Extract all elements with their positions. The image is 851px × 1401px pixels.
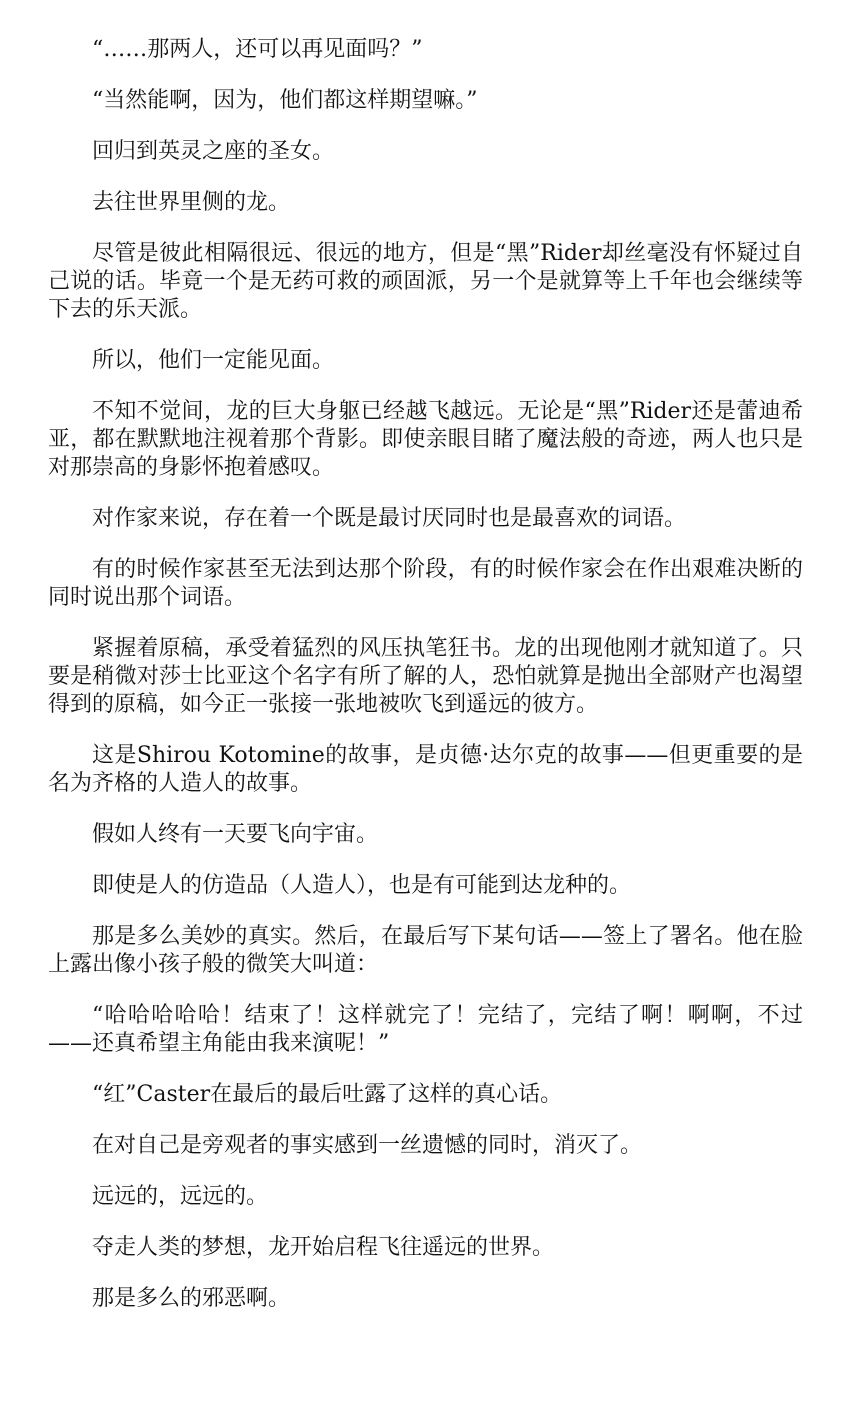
paragraph-dialogue-1: “……那两人，还可以再见面吗？” xyxy=(92,37,423,62)
paragraph-14: 那是多么美妙的真实。然后，在最后写下某句话——签上了署名。他在脸上露出像小孩子般的微笑大叫道： xyxy=(48,924,803,977)
paragraph-20: 那是多么的邪恶啊。 xyxy=(92,1286,291,1311)
paragraph-12: 假如人终有一天要飞向宇宙。 xyxy=(92,822,379,847)
paragraph-17: 在对自己是旁观者的事实感到一丝遗憾的同时，消灭了。 xyxy=(92,1133,643,1158)
paragraph-dialogue-15: “哈哈哈哈哈！结束了！这样就完了！完结了，完结了啊！啊啊，不过——还真希望主角能由我来演呢！” xyxy=(48,1003,803,1056)
paragraph-9: 有的时候作家甚至无法到达那个阶段，有的时候作家会在作出艰难决断的同时说出那个词语。 xyxy=(48,557,803,610)
paragraph-4: 去往世界里侧的龙。 xyxy=(92,190,291,215)
paragraph-6: 所以，他们一定能见面。 xyxy=(92,348,335,373)
paragraph-5: 尽管是彼此相隔很远、很远的地方，但是“黑”Rider却丝毫没有怀疑过自己说的话。毕竟一个是无药可救的顽固派，另一个是就算等上千年也会继续等下去的乐天派。 xyxy=(48,241,803,322)
paragraph-11: 这是Shirou Kotomine的故事，是贞德·达尔克的故事——但更重要的是名为齐格的人造人的故事。 xyxy=(48,743,803,796)
paragraph-18: 远远的，远远的。 xyxy=(92,1184,269,1209)
paragraph-8: 对作家来说，存在着一个既是最讨厌同时也是最喜欢的词语。 xyxy=(92,506,687,531)
paragraph-10: 紧握着原稿，承受着猛烈的风压执笔狂书。龙的出现他刚才就知道了。只要是稍微对莎士比亚这个名字有所了解的人，恐怕就算是抛出全部财产也渴望得到的原稿，如今正一张接一张地被吹飞到遥远的彼方。 xyxy=(48,636,803,717)
paragraph-3: 回归到英灵之座的圣女。 xyxy=(92,139,335,164)
paragraph-19: 夺走人类的梦想，龙开始启程飞往遥远的世界。 xyxy=(92,1235,555,1260)
paragraph-13: 即使是人的仿造品（人造人），也是有可能到达龙种的。 xyxy=(92,873,632,898)
paragraph-16: “红”Caster在最后的最后吐露了这样的真心话。 xyxy=(92,1082,563,1107)
paragraph-dialogue-2: “当然能啊，因为，他们都这样期望嘛。” xyxy=(92,88,478,113)
paragraph-7: 不知不觉间，龙的巨大身躯已经越飞越远。无论是“黑”Rider还是蕾迪希亚，都在默默地注视着那个背影。即使亲眼目睹了魔法般的奇迹，两人也只是对那崇高的身影怀抱着感叹。 xyxy=(48,399,803,480)
